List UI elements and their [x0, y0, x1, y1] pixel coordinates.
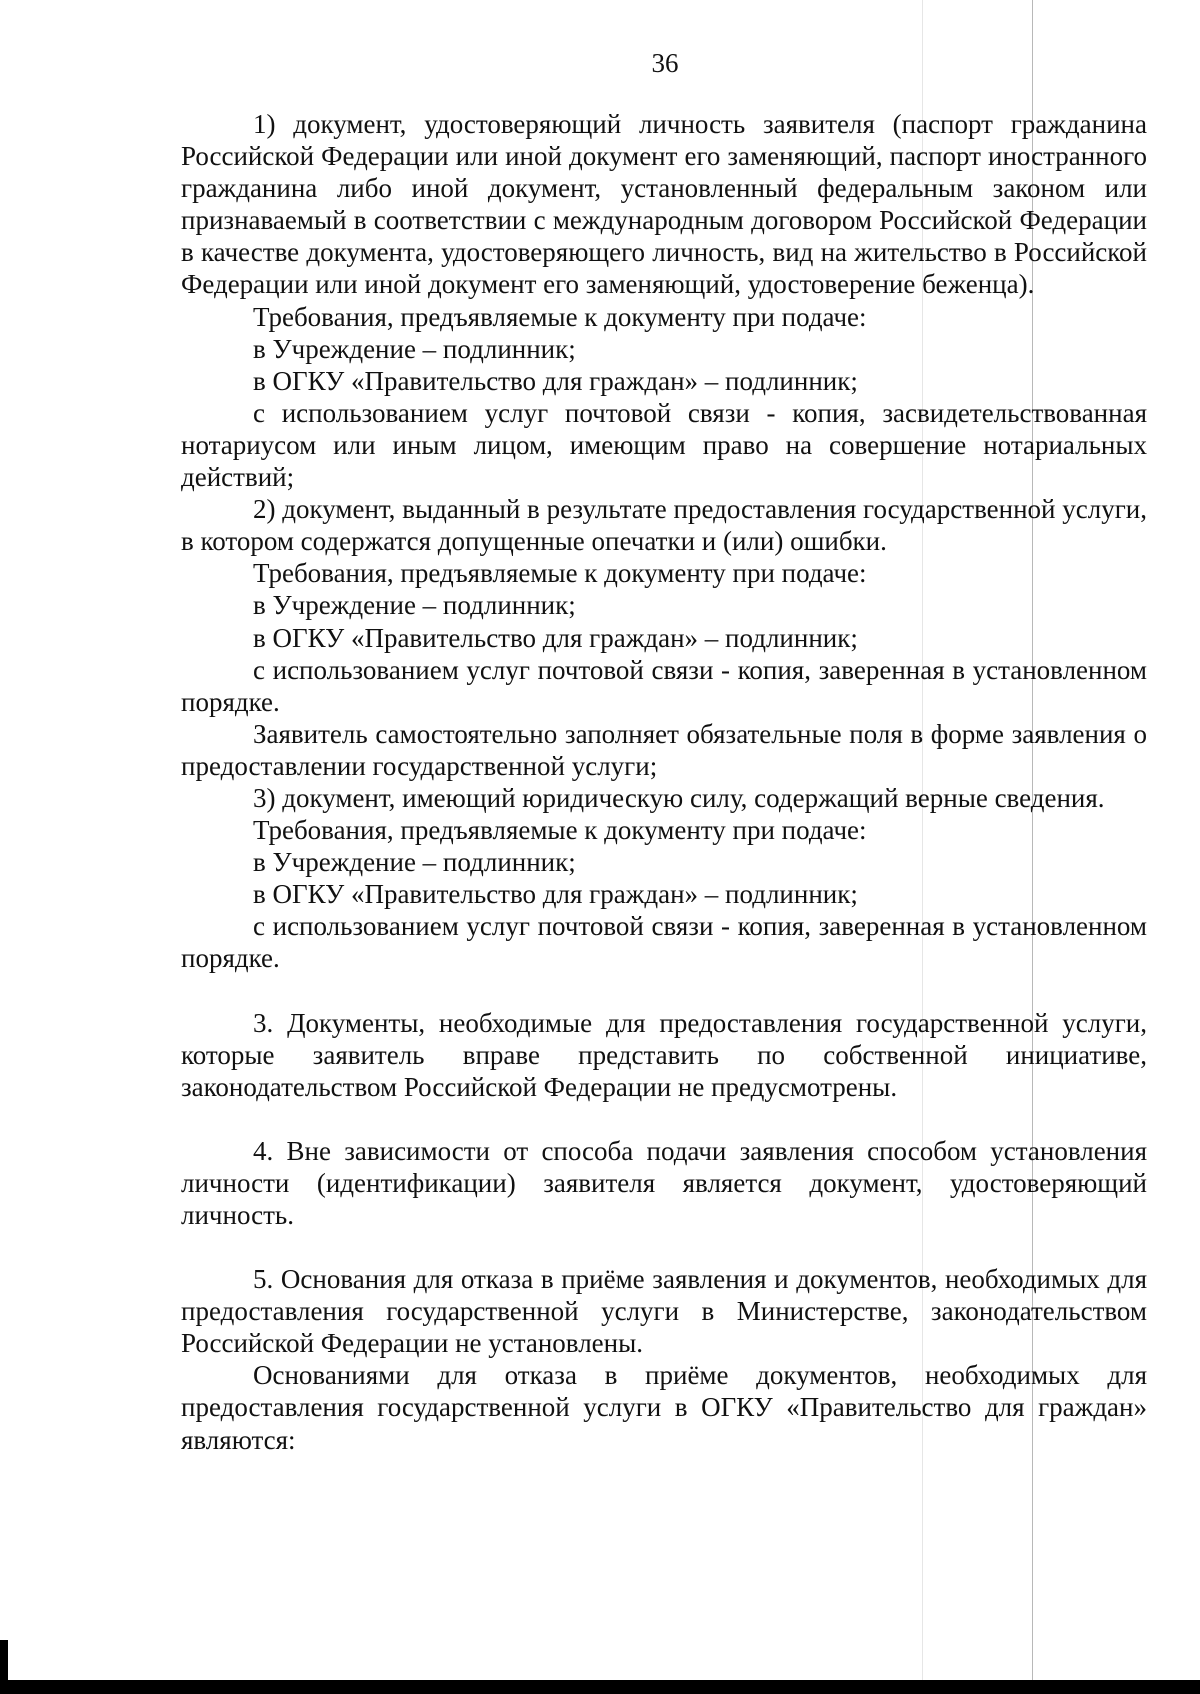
- paragraph-item-1-identity-document: 1) документ, удостоверяющий личность заявителя (паспорт гражданина Российской Федерации или иной документ его заменяющий, паспорт иностранного гражданина либо иной документ, установленный федеральным законом или признаваемый в соответствии с международным договором Российской Федерации в качестве документа, удостоверяющего личность, вид на жительство в Российской Федерации или иной документ его заменяющий, удостоверение беженца).: [181, 109, 1147, 300]
- paragraph-item-2-issued-document: 2) документ, выданный в результате предоставления государственной услуги, в котором содержатся допущенные опечатки и (или) ошибки.: [181, 494, 1147, 557]
- paragraph-postal-copy-certified: с использованием услуг почтовой связи - копия, заверенная в установленном порядке.: [181, 911, 1147, 974]
- paragraph-institution-original: в Учреждение – подлинник;: [253, 847, 576, 878]
- paragraph-requirements-heading: Требования, предъявляемые к документу при подаче:: [253, 558, 867, 589]
- paragraph-ogku-original: в ОГКУ «Правительство для граждан» – подлинник;: [253, 622, 858, 653]
- paragraph-refusal-grounds: Основаниями для отказа в приёме документов, необходимых для предоставления государственной услуги в ОГКУ «Правительство для граждан» являются:: [181, 1360, 1147, 1455]
- paragraph-institution-original: в Учреждение – подлинник;: [253, 590, 576, 621]
- paragraph-postal-copy-notarized: с использованием услуг почтовой связи - копия, засвидетельствованная нотариусом или иным лицом, имеющим право на совершение нотариальных действий;: [181, 397, 1147, 493]
- paragraph-section-4: 4. Вне зависимости от способа подачи заявления способом установления личности (идентификации) заявителя является документ, удостоверяющий личность.: [181, 1135, 1147, 1230]
- paragraph-requirements-heading: Требования, предъявляемые к документу при подаче:: [253, 815, 867, 846]
- paragraph-section-3: 3. Документы, необходимые для предоставления государственной услуги, которые заявитель вправе представить по собственной инициативе, законодательством Российской Федерации не предусмотрены.: [181, 1007, 1147, 1102]
- paragraph-ogku-original: в ОГКУ «Правительство для граждан» – подлинник;: [253, 365, 858, 396]
- document-body: [181, 108, 1147, 1456]
- paragraph-section-5: 5. Основания для отказа в приёме заявления и документов, необходимых для предоставления государственной услуги в Министерстве, законодательством Российской Федерации не установлены.: [181, 1264, 1147, 1359]
- paragraph-ogku-original: в ОГКУ «Правительство для граждан» – подлинник;: [253, 879, 858, 910]
- paragraph-requirements-heading: Требования, предъявляемые к документу при подаче:: [253, 301, 867, 332]
- page-number: 36: [651, 48, 679, 78]
- paragraph-postal-copy-certified: с использованием услуг почтовой связи - копия, заверенная в установленном порядке.: [181, 654, 1147, 717]
- paragraph-institution-original: в Учреждение – подлинник;: [253, 333, 576, 364]
- paragraph-item-3-legal-document: 3) документ, имеющий юридическую силу, содержащий верные сведения.: [253, 782, 1105, 813]
- paragraph-applicant-fills-form: Заявитель самостоятельно заполняет обязательные поля в форме заявления о предоставлении государственной услуги;: [181, 718, 1147, 781]
- scan-border-bottom: [0, 1680, 1200, 1694]
